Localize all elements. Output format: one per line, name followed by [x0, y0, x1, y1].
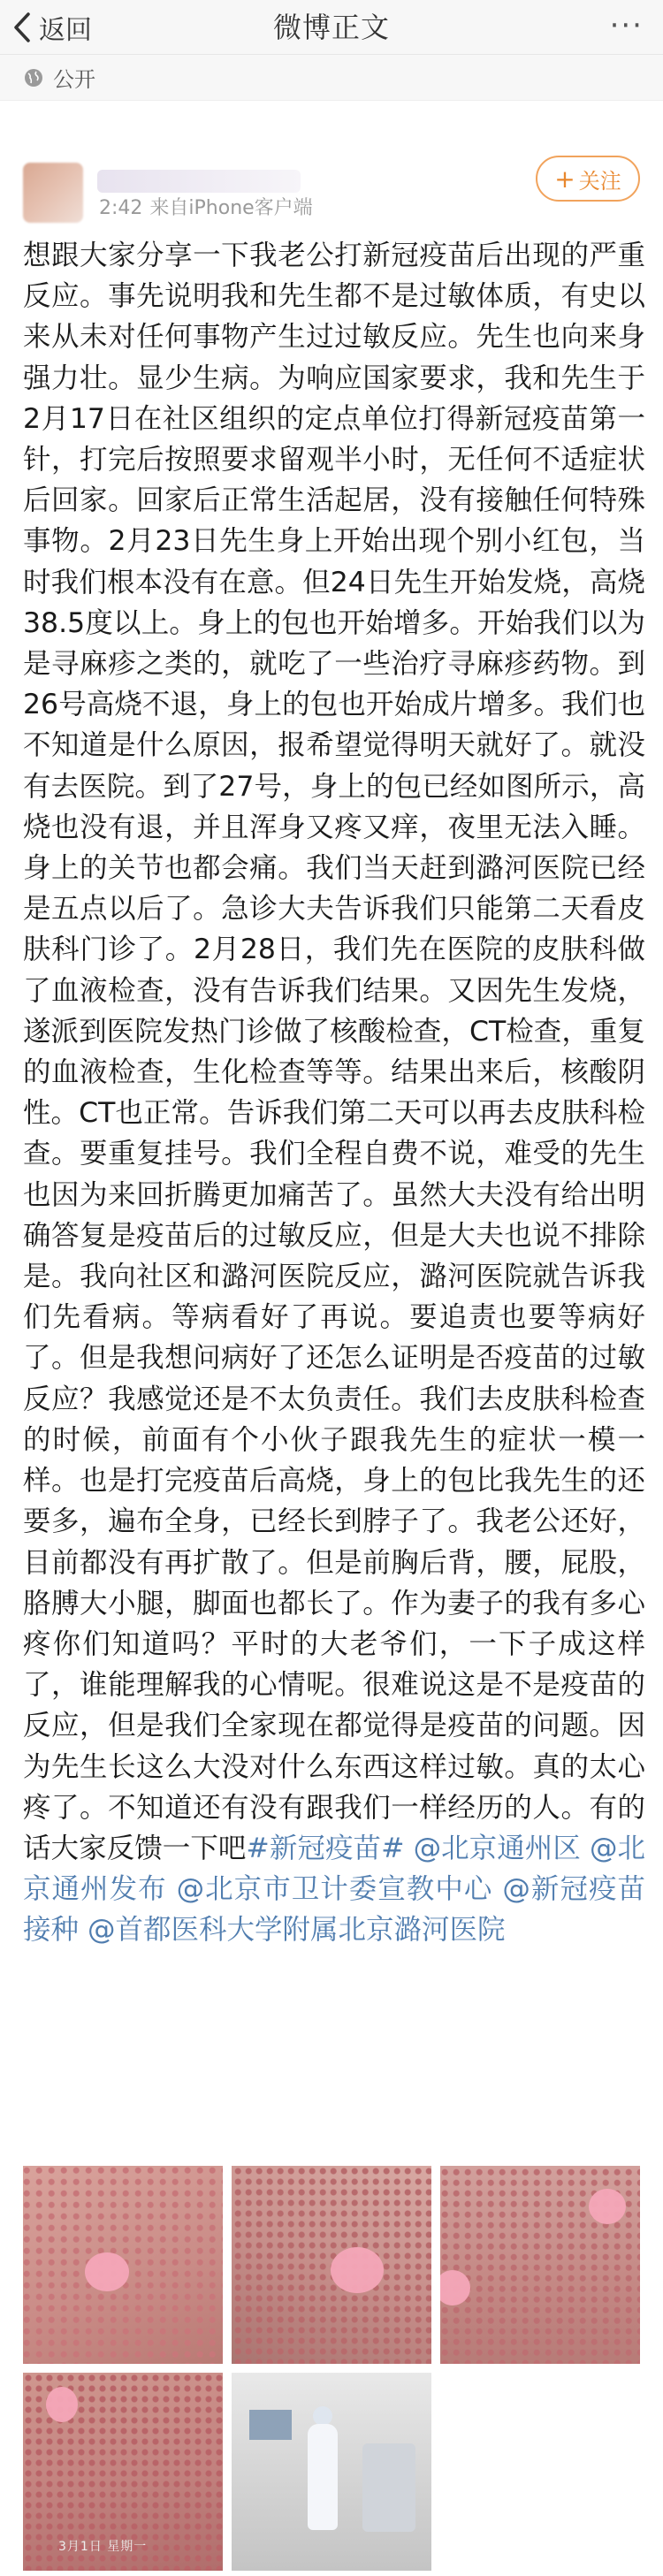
photo-1[interactable]: [23, 2166, 223, 2364]
post-body: [23, 235, 645, 1951]
author-name-blurred[interactable]: [97, 170, 301, 193]
follow-label: 关注: [578, 168, 621, 194]
photo-3[interactable]: [440, 2166, 640, 2364]
equipment: [362, 2443, 415, 2532]
figure-head: [313, 2406, 332, 2426]
visibility-label: 公开: [53, 67, 95, 92]
equipment-screen: [249, 2410, 292, 2440]
photo-4[interactable]: [23, 2373, 223, 2571]
hashtag-link[interactable]: #新冠疫苗#: [246, 1832, 405, 1864]
privacy-blur: [85, 2252, 129, 2291]
photo-2[interactable]: [232, 2166, 431, 2364]
page-title: 微博正文: [272, 11, 390, 44]
more-options-button[interactable]: [610, 0, 644, 55]
top-nav-bar: [0, 0, 663, 55]
privacy-blur: [331, 2247, 384, 2293]
visibility-row: [0, 55, 663, 101]
avatar[interactable]: [23, 163, 83, 223]
plus-icon: +: [554, 164, 575, 194]
back-label: 返回: [39, 15, 92, 46]
photo-timestamp: 3月1日 星期一: [58, 2540, 148, 2554]
post-source: 来自iPhone客户端: [149, 197, 313, 219]
photo-5[interactable]: [232, 2373, 431, 2571]
privacy-blur: [589, 2189, 626, 2224]
privacy-blur: [46, 2387, 78, 2422]
post-text: 想跟大家分享一下我老公打新冠疫苗后出现的严重反应。事先说明我和先生都不是过敏体质，有史以来从未对任何事物产生过过敏反应。先生也向来身强力壮。显少生病。为响应国家要求，我和先生于2月17日在社区组织的定点单位打得新冠疫苗第一针，打完后按照要求留观半小时，无任何不适症状后回家。回家后正常生活起居，没有接触任何特殊事物。2月23日先生身上开始出现个别小红包，当时我们根本没有在意。但24日先生开始发烧，高烧38.5度以上。身上的包也开始增多。开始我们以为是寻麻疹之类的，就吃了一些治疗寻麻疹药物。到26号高烧不退，身上的包也开始成片增多。我们也不知道是什么原因，报希望觉得明天就好了。就没有去医院。到了27号，身上的包已经如图所示，高烧也没有退，并且浑身又疼又痒，夜里无法入睡。身上的关节也都会痛。我们当天赶到潞河医院已经是五点以后了。急诊大夫告诉我们只能第二天看皮肤科门诊了。2月28日，我们先在医院的皮肤科做了血液检查，没有告诉我们结果。又因先生发烧，遂派到医院发热门诊做了核酸检查，CT检查，重复的血液检查，生化检查等等。结果出来后，核酸阴性。CT也正常。告诉我们第二天可以再去皮肤科检查。要重复挂号。我们全程自费不说，难受的先生也因为来回折腾更加痛苦了。虽然大夫没有给出明确答复是疫苗后的过敏反应，但是大夫也说不排除是。我向社区和潞河医院反应，潞河医院就告诉我们先看病。等病看好了再说。要追责也要等病好了。但是我想问病好了还怎么证明是否疫苗的过敏反应？我感觉还是不太负责任。我们去皮肤科检查的时候，前面有个小伙子跟我先生的症状一模一样。也是打完疫苗后高烧，身上的包比我先生的还要多，遍布全身，已经长到脖子了。我老公还好，目前都没有再扩散了。但是前胸后背，腰，屁股，胳膊大小腿，脚面也都长了。作为妻子的我有多心疼你们知道吗？平时的大老爷们，一下子成这样了，谁能理解我的心情呢。很难说这是不是疫苗的反应，但是我们全家现在都觉得是疫苗的问题。因为先生长这么大没对什么东西这样过敏。真的太心疼了。不知道还有没有跟我们一样经历的人。有的话大家反馈一下吧: [23, 240, 645, 1864]
globe-icon: [23, 67, 44, 88]
follow-button[interactable]: [536, 156, 640, 202]
author-row: [0, 101, 663, 233]
more-dots-icon: ···: [609, 8, 644, 43]
privacy-blur: [440, 2270, 470, 2305]
mention-links[interactable]: @北京通州区 @北京通州发布 @北京市卫计委宣教中心 @新冠疫苗接种 @首都医科大学附属北京潞河医院: [23, 1832, 645, 1947]
post-time: 2:42: [99, 197, 143, 219]
figure-body: [308, 2424, 338, 2530]
post-meta: [99, 193, 320, 220]
